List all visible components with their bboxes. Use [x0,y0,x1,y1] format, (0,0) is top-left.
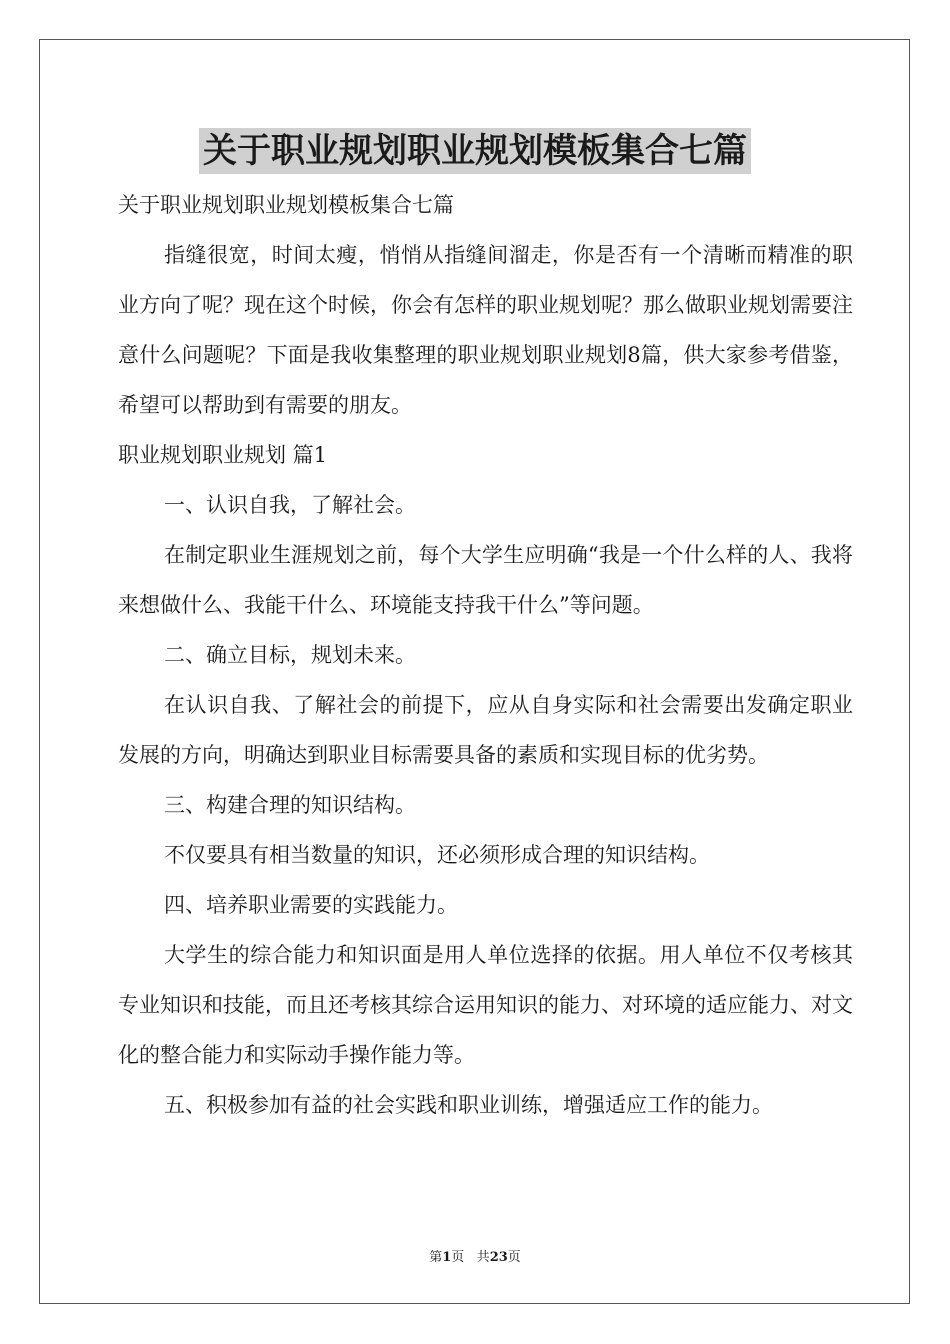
footer-page-number: 1 [442,1250,452,1265]
paragraph: 一、认识自我，了解社会。 [164,493,416,517]
paragraph: 大学生的综合能力和知识面是用人单位选择的依据。用人单位不仅考核其专业知识和技能，而且还考核其综合运用知识的能力、对环境的适应能力、对文化的整合能力和实际动手操作能力等。 [118,943,853,1067]
paragraph: 在制定职业生涯规划之前，每个大学生应明确“我是一个什么样的人、我将来想做什么、我能干什么、环境能支持我干什么”等问题。 [118,543,853,617]
document-body [118,180,853,1130]
paragraph: 二、确立目标，规划未来。 [164,643,416,667]
paragraph: 关于职业规划职业规划模板集合七篇 [118,193,454,217]
page-footer [0,1246,950,1265]
title-wrap [0,128,950,174]
footer-page-suffix: 页 [451,1250,465,1265]
footer-total-prefix: 共 [476,1250,490,1265]
footer-total-suffix: 页 [507,1250,521,1265]
paragraph: 三、构建合理的知识结构。 [164,793,416,817]
footer-total-pages: 23 [489,1250,508,1265]
paragraph: 五、积极参加有益的社会实践和职业训练，增强适应工作的能力。 [164,1093,773,1117]
document-title: 关于职业规划职业规划模板集合七篇 [199,128,751,174]
paragraph: 四、培养职业需要的实践能力。 [164,893,458,917]
paragraph: 不仅要具有相当数量的知识，还必须形成合理的知识结构。 [164,843,710,867]
footer-page-prefix: 第 [429,1250,443,1265]
paragraph: 在认识自我、了解社会的前提下，应从自身实际和社会需要出发确定职业发展的方向，明确达到职业目标需要具备的素质和实现目标的优劣势。 [118,693,853,767]
section-heading: 职业规划职业规划 篇1 [118,443,328,467]
paragraph: 指缝很宽，时间太瘦，悄悄从指缝间溜走，你是否有一个清晰而精准的职业方向了呢？现在这个时候，你会有怎样的职业规划呢？那么做职业规划需要注意什么问题呢？下面是我收集整理的职业规划职业规划8篇，供大家参考借鉴，希望可以帮助到有需要的朋友。 [118,243,853,417]
